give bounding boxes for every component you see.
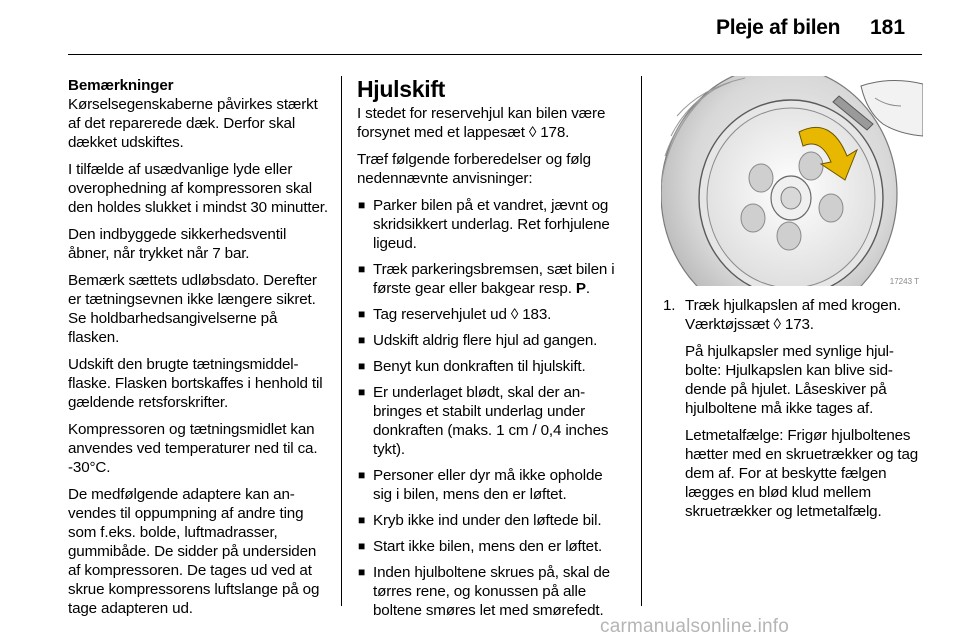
page-header: [0, 0, 960, 60]
note-title: Bemærkninger: [68, 77, 174, 94]
bullet-icon: ■: [358, 307, 366, 321]
list-item-text: Er underlaget blødt, skal der anbringes et stabilt underlag under donkraften (maks. 1 cm / 0,4 inches tykt).: [373, 384, 609, 458]
list-item: [357, 260, 625, 298]
intro-paragraph: I stedet for reservehjul kan bilen være forsynet med et lappesæt ◊ 178.: [357, 105, 606, 141]
list-item-text: Start ikke bilen, mens den er løftet.: [373, 538, 603, 555]
list-item-text: Benyt kun donkraften til hjulskift.: [373, 358, 586, 375]
list-item-text: Kryb ikke ind under den løftede bil.: [373, 512, 602, 529]
list-item-text: Personer eller dyr må ikke opholde sig i bilen, mens den er løftet.: [373, 467, 603, 503]
list-item: [357, 305, 625, 324]
note-paragraph: Kompressoren og tætningsmidlet kan anvendes ved temperaturer ned til ca. -30°C.: [68, 421, 318, 476]
list-item-text: Parker bilen på et vandret, jævnt og skridsikkert underlag. Ret forhjulene ligeud.: [373, 197, 610, 252]
list-item-text: Inden hjulboltene skrues på, skal de tørres rene, og konussen på alle boltene smøres let med smørefedt.: [373, 564, 610, 619]
lead-paragraph: Træf følgende forberedelser og følg nedennævnte anvisninger:: [357, 151, 591, 187]
step-list: [661, 296, 923, 529]
list-item: [357, 537, 625, 556]
page-number: 181: [870, 16, 906, 39]
step-paragraph: På hjulkapsler med synlige hjulbolte: Hjulkapslen kan blive siddende på hjulet. Låseskiver på hjulboltene må ikke tages af.: [685, 343, 894, 417]
list-item: [357, 563, 625, 620]
watermark: carmanualsonline.info: [600, 616, 790, 637]
list-item-text: Tag reservehjulet ud ◊ 183.: [373, 306, 552, 323]
section-title: Hjulskift: [357, 76, 446, 102]
bullet-icon: ■: [358, 468, 366, 482]
wheel-change-column: [357, 76, 625, 627]
step-paragraph: Letmetalfælge: Frigør hjulboltenes hætter med en skruetrækker og tag dem af. For at beskytte fælgen lægges en blød klud mellem skruetrækker og letmetalfælg.: [685, 427, 919, 520]
list-item: [357, 357, 625, 376]
page-title: Pleje af bilen: [716, 16, 841, 39]
note-paragraph: Bemærk sættets udløbsdato. Derefter er tætningsevnen ikke længere sikret. Se holdbarhedsangivelserne på flasken.: [68, 272, 317, 346]
bullet-icon: ■: [358, 385, 366, 399]
list-item: [357, 383, 625, 459]
list-item: [357, 466, 625, 504]
hubcap-removal-illustration: [661, 76, 923, 286]
wheel-icon: [661, 76, 923, 286]
bullet-icon: ■: [358, 198, 366, 212]
column-divider: [341, 76, 342, 606]
bullet-icon: ■: [358, 565, 366, 579]
precaution-list: [357, 196, 625, 620]
header-divider: [68, 54, 922, 55]
note-paragraph: I tilfælde af usædvanlige lyde eller overophedning af kompressoren skal den holdes slukket i mindst 30 minutter.: [68, 161, 328, 216]
list-item: [357, 511, 625, 530]
step-number: 1.: [663, 297, 676, 314]
bullet-icon: ■: [358, 359, 366, 373]
note-paragraph: Den indbyggede sikkerhedsventil åbner, når trykket når 7 bar.: [68, 226, 287, 262]
bullet-icon: ■: [358, 539, 366, 553]
bullet-icon: ■: [358, 513, 366, 527]
note-paragraph: Kørselsegenskaberne påvirkes stærkt af det reparerede dæk. Derfor skal dækket udskiftes.: [68, 96, 318, 151]
list-item: [357, 196, 625, 253]
column-divider: [641, 76, 642, 606]
figure-code: 17243 T: [889, 277, 919, 286]
step-paragraph: Træk hjulkapslen af med krogen. Værktøjssæt ◊ 173.: [685, 297, 901, 333]
step-item: [661, 296, 923, 521]
bullet-icon: ■: [358, 333, 366, 347]
note-paragraph: Udskift den brugte tætningsmiddelflaske. Flasken bortskaffes i henhold til gældende retsforskrifter.: [68, 356, 323, 411]
note-paragraph: De medfølgende adaptere kan anvendes til oppumpning af andre ting som f.eks. bolde, luftmadrasser, gummibåde. De sidder på undersiden af kompressoren. De tages ud ved at skrue kompressorens luftslange på og tage adapteren ud.: [68, 486, 320, 617]
list-item-text: Træk parkeringsbremsen, sæt bilen i første gear eller bakgear resp. P.: [373, 261, 615, 297]
notes-column: [68, 76, 330, 626]
bullet-icon: ■: [358, 262, 366, 276]
list-item-text: Udskift aldrig flere hjul ad gangen.: [373, 332, 598, 349]
list-item: [357, 331, 625, 350]
